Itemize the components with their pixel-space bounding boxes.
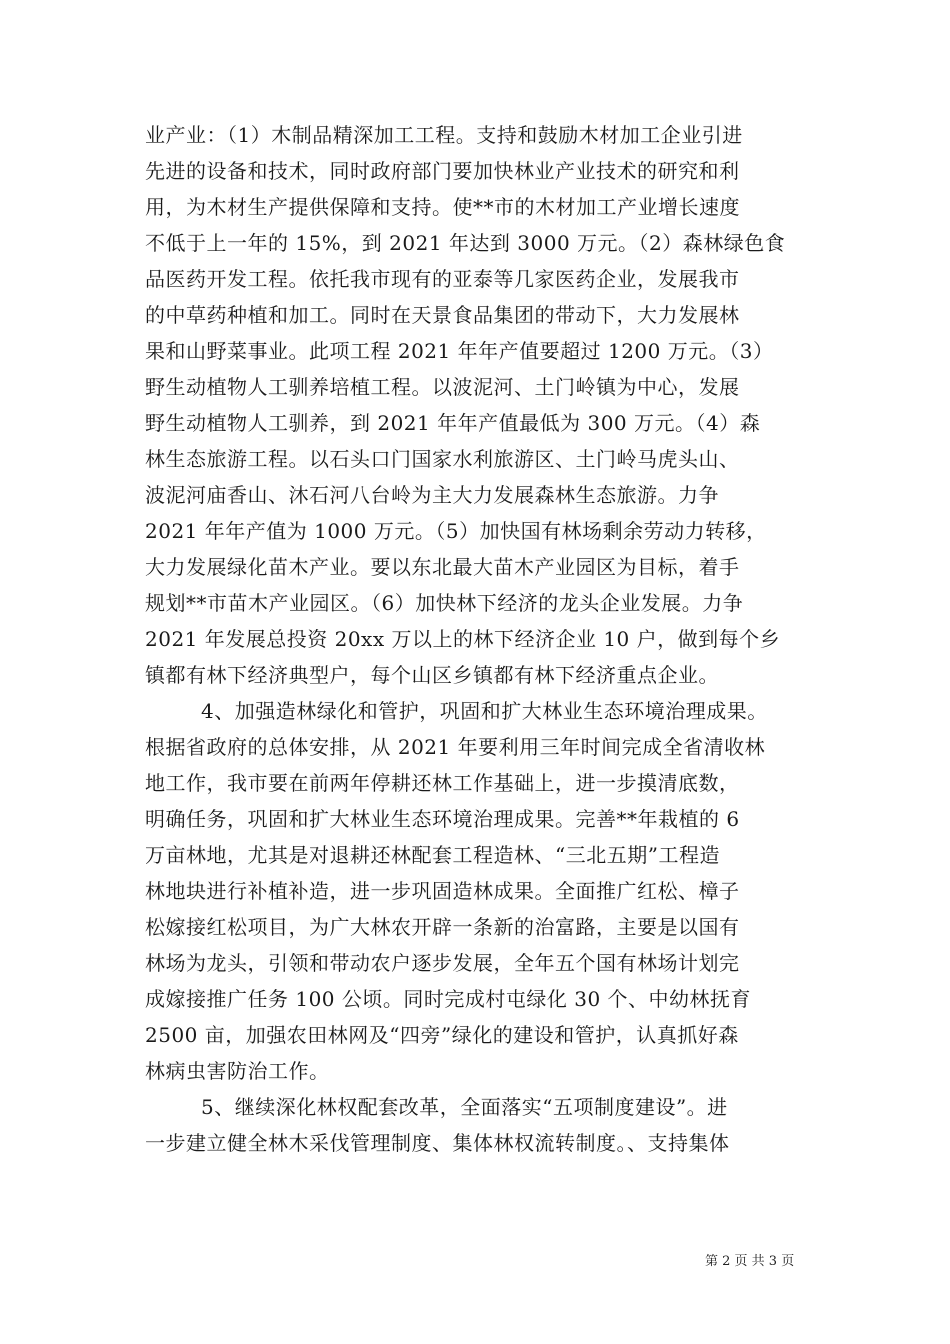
text-line: 松嫁接红松项目，为广大林农开辟一条新的治富路，主要是以国有: [145, 915, 740, 939]
text-line: 波泥河庙香山、沐石河八台岭为主大力发展森林生态旅游。力争: [145, 483, 719, 507]
text-line: 林地块进行补植补造，进一步巩固造林成果。全面推广红松、樟子: [145, 879, 740, 903]
text-line: 一步建立健全林木采伐管理制度、集体林权流转制度。、支持集体: [145, 1131, 730, 1155]
text-line: 品医药开发工程。依托我市现有的亚泰等几家医药企业，发展我市: [145, 267, 740, 291]
text-line: 2500 亩，加强农田林网及“四旁”绿化的建设和管护，认真抓好森: [145, 1023, 739, 1047]
text-line: 2021 年年产值为 1000 万元。（5）加快国有林场剩余劳动力转移，: [145, 519, 767, 543]
text-line: 明确任务，巩固和扩大林业生态环境治理成果。完善**年栽植的 6: [145, 807, 740, 831]
body-text: [145, 117, 815, 1161]
text-line: 野生动植物人工驯养培植工程。以波泥河、土门岭镇为中心，发展: [145, 375, 740, 399]
text-line: 的中草药种植和加工。同时在天景食品集团的带动下，大力发展林: [145, 303, 740, 327]
text-line: 万亩林地，尤其是对退耕还林配套工程造林、“三北五期”工程造: [145, 843, 720, 867]
section-heading-4: 4、加强造林绿化和管护，巩固和扩大林业生态环境治理成果。: [201, 699, 768, 723]
text-line: 2021 年发展总投资 20xx 万以上的林下经济企业 10 户，做到每个乡: [145, 627, 781, 651]
text-line: 林场为龙头，引领和带动农户逐步发展，全年五个国有林场计划完: [145, 951, 740, 975]
text-line: 大力发展绿化苗木产业。要以东北最大苗木产业园区为目标，着手: [145, 555, 740, 579]
section-heading-5: 5、继续深化林权配套改革，全面落实“五项制度建设”。进: [201, 1095, 728, 1119]
text-line: 地工作，我市要在前两年停耕还林工作基础上，进一步摸清底数，: [145, 771, 740, 795]
text-line: 镇都有林下经济典型户，每个山区乡镇都有林下经济重点企业。: [145, 663, 719, 687]
page-number: 第 2 页 共 3 页: [705, 1254, 795, 1269]
text-line: 成嫁接推广任务 100 公顷。同时完成村屯绿化 30 个、中幼林抚育: [145, 987, 752, 1011]
text-line: 果和山野菜事业。此项工程 2021 年年产值要超过 1200 万元。（3）: [145, 339, 774, 363]
text-line: 不低于上一年的 15%，到 2021 年达到 3000 万元。（2）森林绿色食: [145, 231, 786, 255]
text-line: 先进的设备和技术，同时政府部门要加快林业产业技术的研究和利: [145, 159, 740, 183]
text-line: 根据省政府的总体安排，从 2021 年要利用三年时间完成全省清收林: [145, 735, 766, 759]
text-line: 规划**市苗木产业园区。（6）加快林下经济的龙头企业发展。力争: [145, 591, 744, 615]
text-line: 林生态旅游工程。以石头口门国家水利旅游区、土门岭马虎头山、: [145, 447, 740, 471]
text-line: 野生动植物人工驯养，到 2021 年年产值最低为 300 万元。（4）森: [145, 411, 761, 435]
text-line: 业产业：（1）木制品精深加工工程。支持和鼓励木材加工企业引进: [145, 123, 743, 147]
text-line: 林病虫害防治工作。: [145, 1059, 330, 1083]
text-line: 用，为木材生产提供保障和支持。使**市的木材加工产业增长速度: [145, 195, 740, 219]
